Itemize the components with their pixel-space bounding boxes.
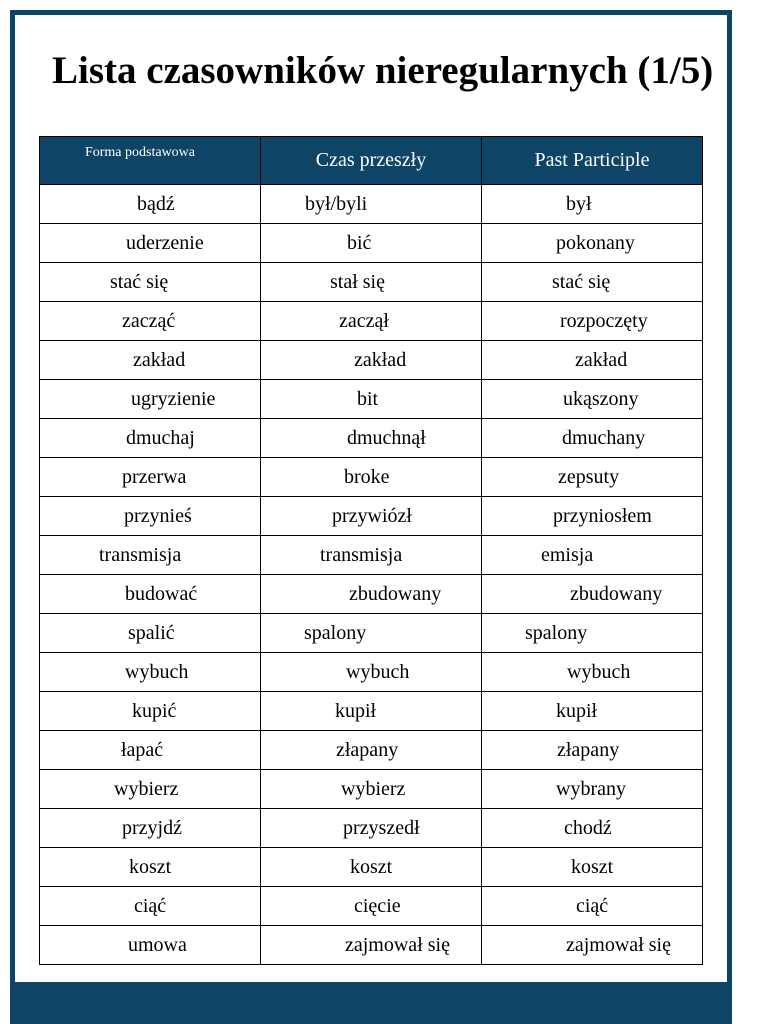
past-participle-cell [482,926,703,965]
past-tense-cell [261,731,482,770]
past-tense-cell [261,263,482,302]
cell-text: przynieś [124,504,192,527]
past-tense-cell [261,809,482,848]
past-participle-cell [482,536,703,575]
cell-text: koszt [571,855,614,878]
past-participle-cell [482,692,703,731]
past-participle-cell [482,575,703,614]
cell-text: przyszedł [343,816,420,839]
table-row [40,497,703,536]
past-participle-cell [482,302,703,341]
past-participle-cell [482,809,703,848]
past-tense-cell [261,653,482,692]
past-tense-cell [261,497,482,536]
past-tense-cell [261,692,482,731]
table-row [40,692,703,731]
past-participle-cell [482,341,703,380]
base-form-cell [40,887,261,926]
past-tense-cell [261,770,482,809]
verb-table-body [40,185,703,965]
cell-text: wybuch [346,660,410,683]
base-form-cell [40,653,261,692]
table-row [40,653,703,692]
cell-text: dmuchany [562,426,646,449]
base-form-cell [40,575,261,614]
past-tense-cell [261,419,482,458]
cell-text: ciąć [134,894,167,917]
cell-text: cięcie [354,894,401,917]
past-tense-cell [261,302,482,341]
cell-text: wybrany [556,777,626,800]
cell-text: transmisja [99,543,182,566]
cell-text: transmisja [320,543,403,566]
past-tense-cell [261,848,482,887]
cell-text: zepsuty [558,465,620,488]
table-row [40,848,703,887]
cell-text: zaczął [339,309,389,332]
cell-text: zajmował się [345,933,450,956]
cell-text: emisja [541,543,594,566]
cell-text: bądź [137,192,175,215]
base-form-cell [40,497,261,536]
cell-text: budować [125,582,198,605]
past-tense-cell [261,575,482,614]
column-header-past-participle: Past Participle [482,137,703,185]
cell-text: był/byli [305,192,368,215]
table-row [40,263,703,302]
table-row [40,926,703,965]
table-row [40,536,703,575]
cell-text: zbudowany [349,582,442,605]
cell-text: przyjdź [122,816,182,839]
cell-text: broke [344,465,390,488]
cell-text: dmuchnął [347,426,426,449]
past-participle-cell [482,419,703,458]
cell-text: pokonany [556,231,635,254]
past-tense-cell [261,224,482,263]
past-participle-cell [482,614,703,653]
table-row [40,341,703,380]
table-row [40,458,703,497]
table-row [40,887,703,926]
cell-text: zakład [575,348,628,371]
cell-text: złapany [336,738,399,761]
cell-text: był [566,192,592,215]
past-participle-cell [482,185,703,224]
cell-text: uderzenie [126,231,204,254]
page-title: Lista czasowników nieregularnych (1/5) [52,49,714,92]
cell-text: wybierz [114,777,179,800]
cell-text: zakład [133,348,186,371]
base-form-cell [40,263,261,302]
cell-text: wybuch [567,660,631,683]
past-participle-cell [482,731,703,770]
base-form-cell [40,692,261,731]
base-form-cell [40,185,261,224]
base-form-cell [40,536,261,575]
cell-text: złapany [557,738,620,761]
past-tense-cell [261,380,482,419]
cell-text: wybierz [341,777,406,800]
cell-text: koszt [350,855,393,878]
past-tense-cell [261,185,482,224]
past-participle-cell [482,770,703,809]
base-form-cell [40,848,261,887]
table-row [40,380,703,419]
table-row [40,419,703,458]
base-form-cell [40,614,261,653]
past-participle-cell [482,224,703,263]
cell-text: ugryzienie [131,387,216,410]
cell-text: przywiózł [332,504,412,527]
table-row [40,614,703,653]
cell-text: spalić [128,621,175,644]
table-row [40,731,703,770]
cell-text: spalony [304,621,367,644]
base-form-cell [40,926,261,965]
past-tense-cell [261,458,482,497]
base-form-cell [40,458,261,497]
cell-text: ciąć [576,894,609,917]
cell-text: dmuchaj [126,426,195,449]
table-row [40,185,703,224]
cell-text: zakład [354,348,407,371]
cell-text: rozpoczęty [560,309,648,332]
cell-text: ukąszony [563,387,639,410]
cell-text: wybuch [125,660,189,683]
cell-text: zajmował się [566,933,671,956]
cell-text: stać się [110,270,169,293]
table-row [40,770,703,809]
column-header-past-tense: Czas przeszły [261,137,482,185]
cell-text: przerwa [122,465,187,488]
past-participle-cell [482,497,703,536]
cell-text: spalony [525,621,588,644]
base-form-cell [40,302,261,341]
past-participle-cell [482,380,703,419]
cell-text: stał się [330,270,385,293]
verb-table [39,136,703,965]
cell-text: przyniosłem [553,504,652,527]
cell-text: bit [357,387,379,410]
table-row [40,575,703,614]
past-participle-cell [482,263,703,302]
base-form-cell [40,341,261,380]
cell-text: umowa [128,933,187,956]
past-tense-cell [261,536,482,575]
table-row [40,809,703,848]
table-row [40,302,703,341]
past-participle-cell [482,653,703,692]
table-header-row [40,137,703,185]
cell-text: kupić [132,699,177,722]
past-participle-cell [482,458,703,497]
cell-text: chodź [564,816,612,839]
past-participle-cell [482,887,703,926]
past-participle-cell [482,848,703,887]
cell-text: zbudowany [570,582,663,605]
base-form-cell [40,419,261,458]
cell-text: kupił [335,699,377,722]
past-tense-cell [261,887,482,926]
base-form-cell [40,770,261,809]
past-tense-cell [261,614,482,653]
table-row [40,224,703,263]
base-form-cell [40,809,261,848]
cell-text: łapać [121,738,164,761]
cell-text: koszt [129,855,172,878]
base-form-cell [40,380,261,419]
base-form-cell [40,731,261,770]
cell-text: bić [347,231,372,254]
column-header-base-form: Forma podstawowa [40,137,261,185]
base-form-cell [40,224,261,263]
footer-bar [10,982,732,1024]
cell-text: zacząć [122,309,176,332]
cell-text: kupił [556,699,598,722]
cell-text: stać się [552,270,611,293]
past-tense-cell [261,926,482,965]
past-tense-cell [261,341,482,380]
